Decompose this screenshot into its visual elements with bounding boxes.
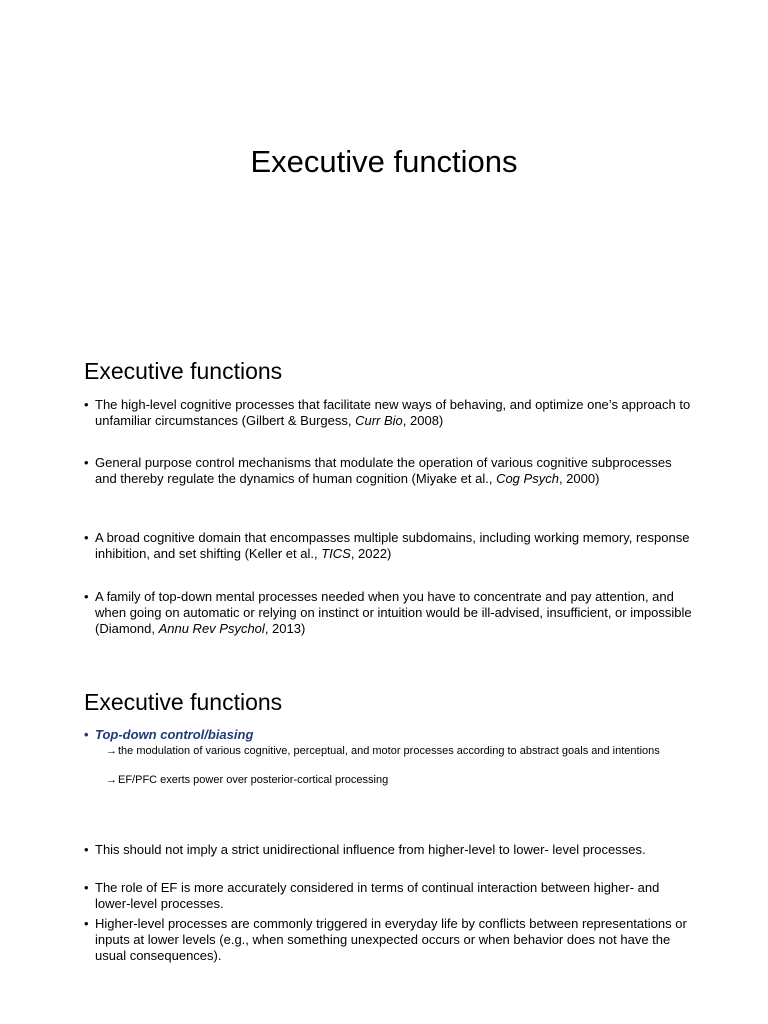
- sub-item: → the modulation of various cognitive, perceptual, and motor processes according to abstract goals and intentions: [106, 745, 660, 757]
- definition-bullet: • A broad cognitive domain that encompasses multiple subdomains, including working memory, response inhibition, and set shifting (Keller et al., TICS, 2022): [84, 530, 694, 562]
- right-arrow-icon: →: [106, 774, 117, 786]
- slide-3-heading: Executive functions: [84, 689, 283, 715]
- journal-name: Cog Psych: [496, 471, 559, 486]
- journal-name: Annu Rev Psychol: [158, 621, 265, 636]
- emphasis-bullet: • Top-down control/biasing: [84, 727, 253, 743]
- list-item: • Higher-level processes are commonly triggered in everyday life by conflicts between representations or inputs at lower levels (e.g., when something unexpected occurs or when behavior does not have the usual consequences).: [84, 916, 694, 964]
- definition-bullet: • General purpose control mechanisms that modulate the operation of various cognitive subprocesses and thereby regulate the dynamics of human cognition (Miyake et al., Cog Psych, 2000): [84, 455, 694, 487]
- sub-item: → EF/PFC exerts power over posterior-cortical processing: [106, 774, 389, 786]
- definition-bullet: • The high-level cognitive processes that facilitate new ways of behaving, and optimize one’s approach to unfamiliar circumstances (Gilbert & Burgess, Curr Bio, 2008): [84, 397, 694, 429]
- definition-bullet: • A family of top-down mental processes needed when you have to concentrate and pay attention, and when going on automatic or relying on instinct or intuition would be ill-advised, insufficient, or impossible (Diamond, Annu Rev Psychol, 2013): [84, 589, 694, 637]
- journal-name: TICS: [321, 546, 351, 561]
- slide-2-heading: Executive functions: [84, 358, 283, 384]
- list-item: • This should not imply a strict unidirectional influence from higher-level to lower- level processes.: [84, 842, 694, 858]
- list-item: • The role of EF is more accurately considered in terms of continual interaction between higher- and lower-level processes.: [84, 880, 694, 912]
- right-arrow-icon: →: [106, 745, 117, 757]
- journal-name: Curr Bio: [355, 413, 403, 428]
- slide-1-title: Executive functions: [250, 144, 518, 179]
